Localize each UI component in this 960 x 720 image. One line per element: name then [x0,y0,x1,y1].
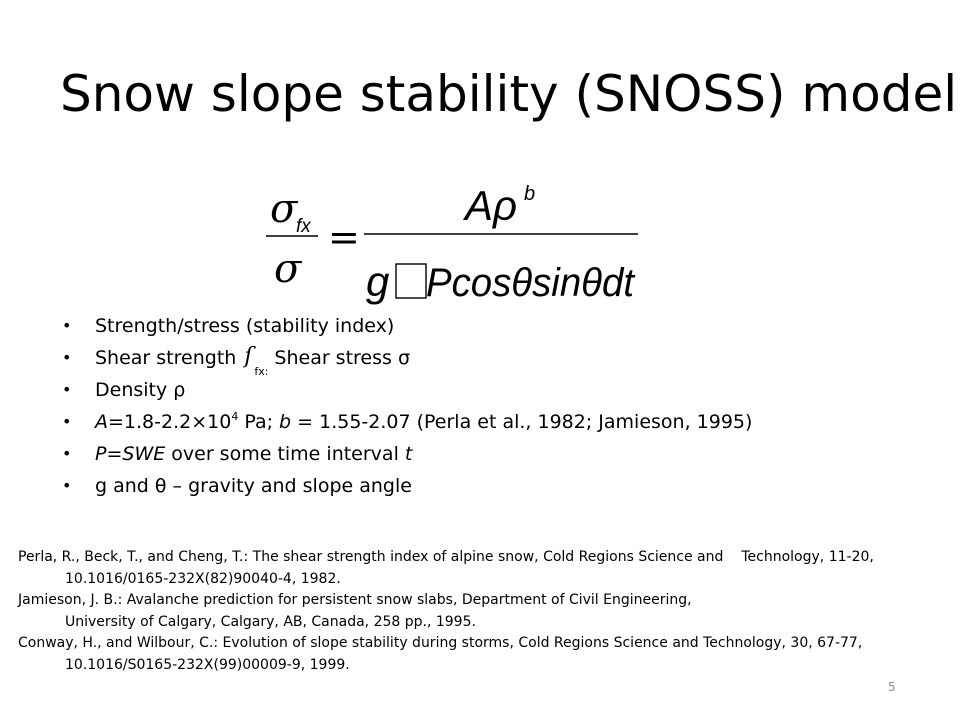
bullet-dot-icon: • [62,348,72,367]
formula-rhs-exponent: b [524,183,536,205]
bullet-dot-icon: • [62,444,72,463]
reference-jamieson-cont: University of Calgary, Calgary, AB, Canada, 258 pp., 1995. [65,613,476,630]
bullet-text-italic: A [95,411,108,433]
shear-strength-symbol [242,344,269,378]
stability-index-formula [262,180,652,310]
formula-rhs-numerator: Aρ [465,182,518,229]
bullet-text-italic: t [404,443,413,465]
sigma-glyph-icon: ſ [244,344,253,369]
reference-jamieson: Jamieson, J. B.: Avalanche prediction for persistent snow slabs, Department of Civil Engineering, [18,592,692,608]
page-number: 5 [888,680,896,694]
references [18,547,948,676]
bullet-list [62,310,942,502]
bullet-text: g and θ – gravity and slope angle [95,475,412,497]
bullet-item [62,470,942,502]
formula-equals: = [328,215,360,259]
bullet-text: = 1.55-2.07 (Perla et al., 1982; Jamieson, 1995) [291,411,753,433]
bullet-text-italic: b [279,411,292,433]
bullet-item [62,438,942,470]
formula-rhs-g: g [366,258,390,305]
bullet-item [62,342,942,378]
bullet-text: Shear strength [95,347,243,369]
reference-conway-doi: 10.1016/S0165-232X(99)00009-9, 1999. [65,656,350,673]
reference-text: Technology, 11-20, [741,549,874,565]
formula-sigma-numerator: σ [270,186,298,232]
shear-strength-subscript: fx: [254,365,269,378]
bullet-dot-icon: • [62,476,72,495]
formula-svg [262,180,652,310]
formula-sigma-subscript: fx [296,216,311,237]
bullet-item [62,310,942,342]
bullet-text: Pa; [238,411,280,433]
bullet-superscript: 4 [231,410,239,423]
formula-rhs-denominator-rest: Pcosθsinθdt [426,261,636,305]
bullet-dot-icon: • [62,412,72,431]
reference-perla-doi: 10.1016/0165-232X(82)90040-4, 1982. [65,570,341,587]
bullet-dot-icon: • [62,316,72,335]
bullet-item [62,374,942,406]
slide-title: Snow slope stability (SNOSS) model [60,65,958,123]
bullet-text: Strength/stress (stability index) [95,315,395,337]
bullet-text-italic: P=SWE [95,443,166,465]
bullet-text: Shear stress σ [268,347,410,369]
reference-text: Perla, R., Beck, T., and Cheng, T.: The shear strength index of alpine snow, Cold Regions Science and [18,549,724,565]
bullet-dot-icon: • [62,380,72,399]
reference-conway: Conway, H., and Wilbour, C.: Evolution of slope stability during storms, Cold Regions Science and Technology, 30, 67-77, [18,635,863,651]
reference-perla [18,547,948,569]
formula-sigma-denominator: σ [274,246,302,292]
bullet-item [62,406,942,438]
bullet-text: over some time interval [165,443,405,465]
formula-missing-glyph-box [396,264,426,298]
bullet-text: =1.8-2.2×10 [108,411,232,433]
bullet-text: Density ρ [95,379,186,401]
